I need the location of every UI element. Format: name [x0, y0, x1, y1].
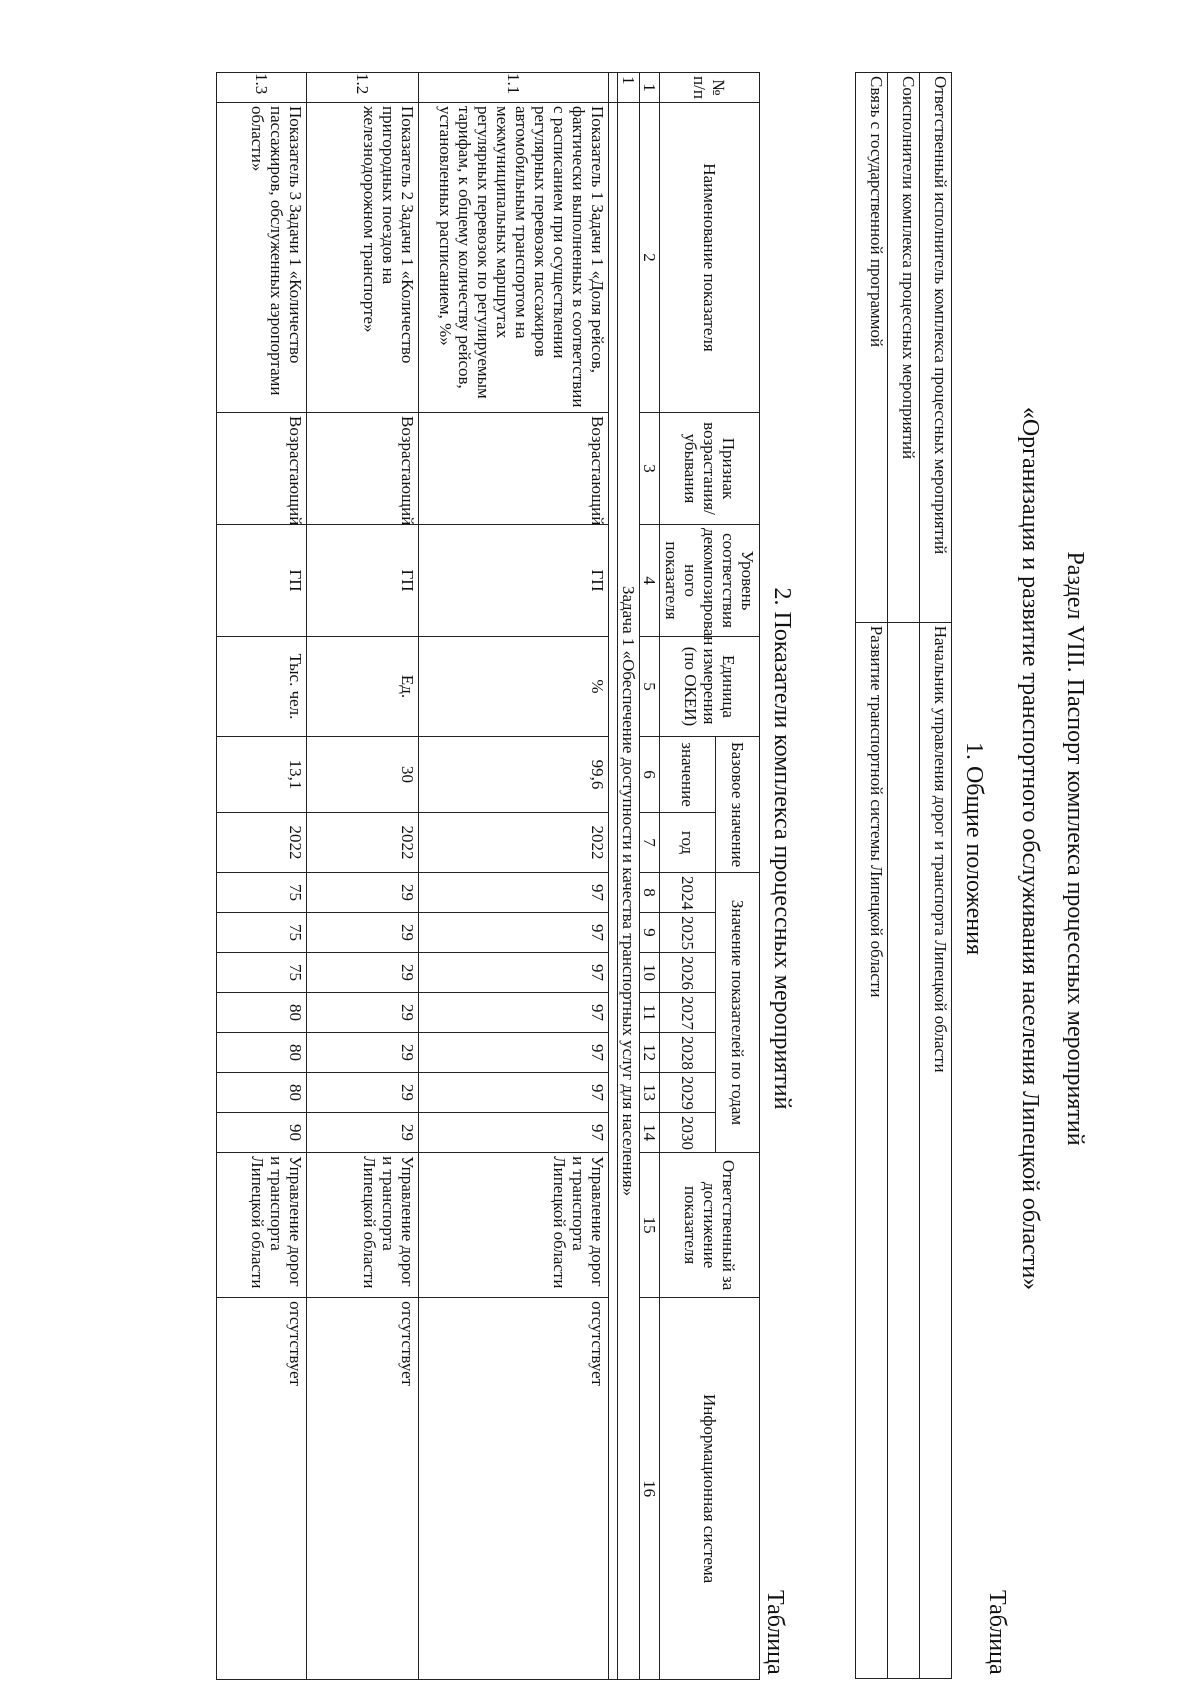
- indicator-base-year: 2022: [419, 813, 609, 873]
- indicator-base-value: 13,1: [217, 737, 307, 813]
- header-base-value: значение: [660, 737, 716, 813]
- indicator-value-2029: 97: [419, 1073, 609, 1113]
- indicator-system: отсутствует: [307, 1298, 419, 1680]
- header-year-2027: 2027: [660, 993, 716, 1033]
- header-unit: Единица измерения (по ОКЕИ): [660, 637, 760, 737]
- column-number: 7: [640, 813, 660, 873]
- indicator-sign: Возрастающий: [307, 413, 419, 525]
- column-number: 14: [640, 1113, 660, 1153]
- section-subtitle: «Организация и развитие транспортного обслуживания населения Липецкой области»: [1017, 406, 1043, 1291]
- indicator-name: Показатель 1 Задачи 1 «Доля рейсов, фактически выполненных в соответствии с расписанием при осуществлении регулярных перевозок пассажиров автомобильным транспортом на межмуниципальных маршрутах регулярных перевозок по регулируемым тарифам, к общему количеству рейсов, установленных расписанием, %»: [419, 103, 609, 413]
- general-table-row: [888, 73, 920, 1679]
- indicator-value-2026: 97: [419, 953, 609, 993]
- general-row-value: Начальник управления дорог и транспорта Липецкой области: [920, 622, 952, 1678]
- indicator-row: [419, 73, 609, 1680]
- header-num: № п/п: [660, 73, 760, 103]
- column-number: 15: [640, 1153, 660, 1298]
- indicator-base-value: 30: [307, 737, 419, 813]
- header-responsible: Ответственный за достижение показателя: [660, 1153, 760, 1298]
- indicator-level: ГП: [419, 525, 609, 637]
- header-year-2024: 2024: [660, 873, 716, 913]
- separator-cell: [609, 73, 618, 103]
- header-year-2030: 2030: [660, 1113, 716, 1153]
- indicator-value-2026: 75: [217, 953, 307, 993]
- table-label-2: Таблица: [762, 1590, 788, 1675]
- indicator-num: 1.2: [307, 73, 419, 103]
- indicator-value-2027: 29: [307, 993, 419, 1033]
- section-title: Раздел VIII. Паспорт комплекса процессных мероприятий: [1062, 551, 1088, 1146]
- column-number: 12: [640, 1033, 660, 1073]
- indicator-base-year: 2022: [307, 813, 419, 873]
- indicator-sign: Возрастающий: [217, 413, 307, 525]
- separator-cell: [609, 103, 618, 1680]
- indicator-value-2024: 75: [217, 873, 307, 913]
- indicator-level: ГП: [307, 525, 419, 637]
- column-number: 1: [640, 73, 660, 103]
- indicator-sign: Возрастающий: [419, 413, 609, 525]
- column-number: 5: [640, 637, 660, 737]
- indicators-table: [216, 72, 760, 1680]
- task-row: [618, 73, 640, 1680]
- indicator-value-2030: 90: [217, 1113, 307, 1153]
- indicator-value-2025: 75: [217, 913, 307, 953]
- indicator-value-2030: 29: [307, 1113, 419, 1153]
- header-base-year: год: [660, 813, 716, 873]
- header-year-2029: 2029: [660, 1073, 716, 1113]
- column-number: 16: [640, 1298, 660, 1680]
- column-number: 2: [640, 103, 660, 413]
- section-1-heading: 1. Общие положения: [961, 741, 987, 956]
- header-sign: Признак возрастания/ убывания: [660, 413, 760, 525]
- indicator-value-2028: 97: [419, 1033, 609, 1073]
- general-table-row: [856, 73, 888, 1679]
- general-row-label: Связь с государственной программой: [856, 73, 888, 623]
- indicator-level: ГП: [217, 525, 307, 637]
- general-row-label: Соисполнители комплекса процессных мероприятий: [888, 73, 920, 623]
- indicator-unit: Ед.: [307, 637, 419, 737]
- indicator-unit: Тыс. чел.: [217, 637, 307, 737]
- header-level: Уровень соответствия декомпозирован ного показателя: [660, 525, 760, 637]
- task-num: 1: [618, 73, 640, 103]
- column-number: 10: [640, 953, 660, 993]
- indicator-value-2026: 29: [307, 953, 419, 993]
- indicator-value-2028: 29: [307, 1033, 419, 1073]
- column-number: 3: [640, 413, 660, 525]
- header-year-2025: 2025: [660, 913, 716, 953]
- indicator-value-2025: 29: [307, 913, 419, 953]
- indicator-value-2024: 29: [307, 873, 419, 913]
- column-number: 6: [640, 737, 660, 813]
- indicator-responsible: Управление дорог и транспорта Липецкой области: [217, 1153, 307, 1298]
- task-title: Задача 1 «Обеспечение доступности и качества транспортных услуг для населения»: [618, 103, 640, 1680]
- header-year-2028: 2028: [660, 1033, 716, 1073]
- indicator-value-2030: 97: [419, 1113, 609, 1153]
- indicator-row: [307, 73, 419, 1680]
- indicator-unit: %: [419, 637, 609, 737]
- indicator-value-2024: 97: [419, 873, 609, 913]
- indicator-responsible: Управление дорог и транспорта Липецкой области: [419, 1153, 609, 1298]
- header-years-group: Значение показателей по годам: [716, 873, 760, 1153]
- indicator-name: Показатель 3 Задачи 1 «Количество пассажиров, обслуженных аэропортами области»: [217, 103, 307, 413]
- indicator-system: отсутствует: [419, 1298, 609, 1680]
- general-row-label: Ответственный исполнитель комплекса процессных мероприятий: [920, 73, 952, 623]
- header-system: Информационная система: [660, 1298, 760, 1680]
- column-number: 11: [640, 993, 660, 1033]
- column-number: 4: [640, 525, 660, 637]
- indicator-value-2029: 29: [307, 1073, 419, 1113]
- table-label-1: Таблица: [984, 1590, 1010, 1675]
- section-2-heading: 2. Показатели комплекса процессных мероприятий: [769, 587, 795, 1110]
- column-number: 9: [640, 913, 660, 953]
- indicator-value-2025: 97: [419, 913, 609, 953]
- indicator-base-value: 99,6: [419, 737, 609, 813]
- general-row-value: Развитие транспортной системы Липецкой области: [856, 622, 888, 1678]
- column-number: 8: [640, 873, 660, 913]
- header-base: Базовое значение: [716, 737, 760, 873]
- header-name: Наименование показателя: [660, 103, 760, 413]
- general-row-value: [888, 622, 920, 1678]
- indicator-value-2029: 80: [217, 1073, 307, 1113]
- indicator-responsible: Управление дорог и транспорта Липецкой области: [307, 1153, 419, 1298]
- indicator-system: отсутствует: [217, 1298, 307, 1680]
- indicator-value-2027: 97: [419, 993, 609, 1033]
- general-provisions-table: [855, 72, 952, 1679]
- indicator-name: Показатель 2 Задачи 1 «Количество пригородных поездов на железнодорожном транспорте»: [307, 103, 419, 413]
- general-table-row: [920, 73, 952, 1679]
- header-year-2026: 2026: [660, 953, 716, 993]
- indicator-row: [217, 73, 307, 1680]
- indicator-num: 1.1: [419, 73, 609, 103]
- separator-row: [609, 73, 618, 1680]
- column-number: 13: [640, 1073, 660, 1113]
- indicator-value-2028: 80: [217, 1033, 307, 1073]
- indicator-num: 1.3: [217, 73, 307, 103]
- indicator-base-year: 2022: [217, 813, 307, 873]
- column-numbers-row: [640, 73, 660, 1680]
- indicator-value-2027: 80: [217, 993, 307, 1033]
